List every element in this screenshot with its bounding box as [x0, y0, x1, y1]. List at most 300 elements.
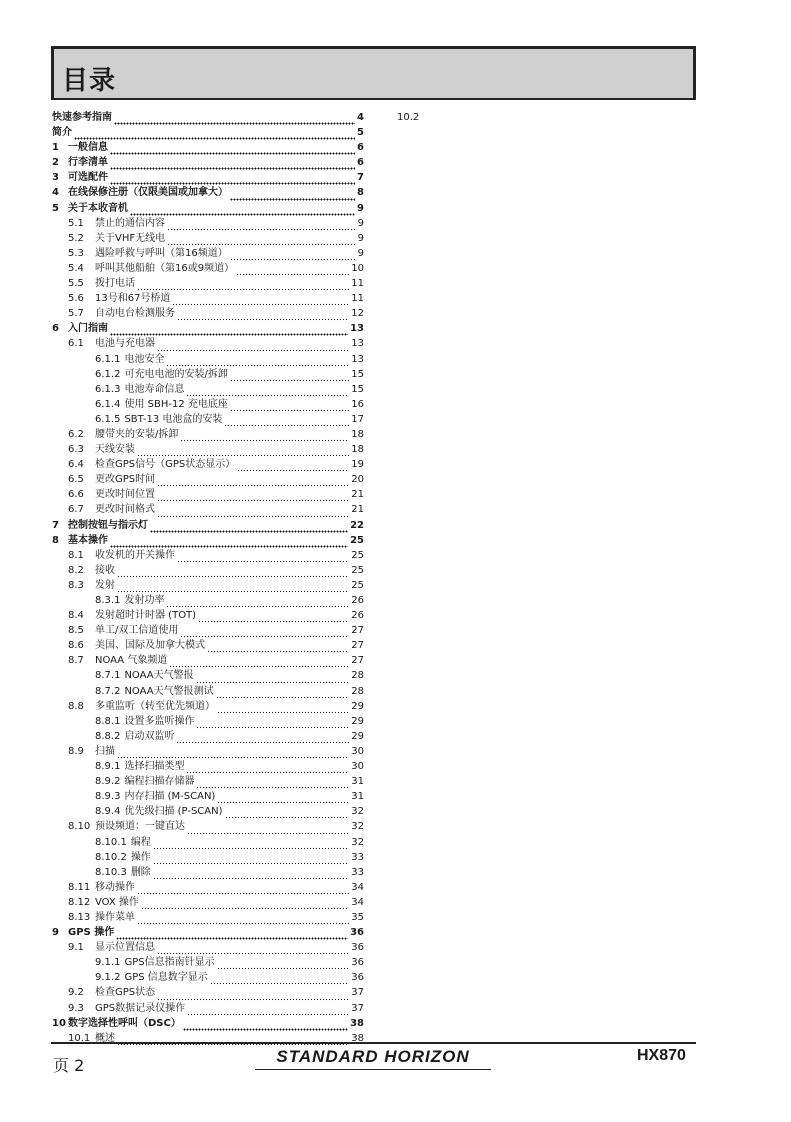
dot-leader — [230, 192, 355, 201]
toc-entry-number: 6.2 — [68, 428, 84, 440]
toc-entry-number: 6.6 — [68, 489, 84, 501]
toc-entry-page: 29 — [351, 715, 364, 727]
toc-entry[interactable] — [52, 170, 364, 185]
toc-entry-label: 可选配件 — [68, 172, 108, 184]
toc-entry-page: 33 — [351, 851, 364, 863]
toc-entry[interactable] — [52, 699, 364, 714]
toc-entry-label: 电池安全 — [124, 353, 165, 365]
toc-entry[interactable] — [52, 321, 364, 336]
toc-entry-label: 呼叫其他船舶（第16或9频道） — [95, 262, 235, 274]
toc-entry-number: 1 — [52, 142, 59, 154]
toc-entry-page: 37 — [351, 987, 364, 999]
toc-entry-page: 34 — [351, 881, 364, 893]
toc-entry-page: 21 — [351, 489, 364, 501]
dot-leader — [196, 780, 349, 789]
toc-entry-page: 6 — [357, 142, 364, 154]
toc-entry[interactable] — [52, 427, 364, 442]
toc-entry-number: 5.6 — [68, 293, 84, 305]
toc-entry[interactable] — [52, 487, 364, 502]
toc-entry-label: 预设频道：一键直达 — [95, 821, 185, 833]
toc-entry-page: 21 — [351, 504, 364, 516]
toc-entry-label: 拨打电话 — [95, 278, 135, 290]
toc-entry-number: 8.10.3 — [95, 866, 127, 878]
toc-entry-label: 收发机的开关操作 — [95, 549, 175, 561]
toc-entry-number: 8.13 — [68, 911, 91, 923]
toc-entry-label: GPS数据记录仪操作 — [95, 1002, 186, 1014]
toc-entry-label: 编程扫描存储器 — [124, 776, 195, 788]
toc-entry[interactable] — [52, 880, 364, 895]
toc-entry-page: 10 — [351, 262, 364, 274]
toc-entry-page: 34 — [351, 896, 364, 908]
toc-entry[interactable] — [52, 955, 364, 970]
toc-entry-page: 25 — [351, 579, 364, 591]
dot-leader — [153, 871, 349, 880]
toc-entry-label: 电池与充电器 — [95, 338, 155, 350]
toc-entry-number: 8.1 — [68, 549, 84, 561]
toc-entry-number: 8.7.1 — [95, 670, 121, 682]
footer-page-number: 页 2 — [53, 1056, 85, 1075]
table-of-contents — [52, 110, 364, 1046]
toc-entry-number: 8.7 — [68, 655, 84, 667]
toc-entry-number: 8.9.1 — [95, 761, 121, 773]
toc-entry-page: 11 — [351, 278, 364, 290]
toc-entry-label: 选择扫描类型 — [124, 761, 185, 773]
toc-entry-label: 自动电台检测服务 — [95, 308, 175, 320]
toc-entry-page: 33 — [351, 866, 364, 878]
toc-entry-label: 操作菜单 — [95, 911, 135, 923]
toc-entry-number: 8.9.3 — [95, 791, 121, 803]
toc-entry[interactable] — [52, 518, 364, 533]
toc-entry-label: 更改时间格式 — [95, 504, 155, 516]
dot-leader — [216, 690, 350, 699]
toc-entry[interactable] — [52, 140, 364, 155]
dot-leader — [217, 795, 349, 804]
dot-leader — [169, 659, 349, 668]
toc-entry-page: 25 — [351, 564, 364, 576]
dot-leader — [110, 146, 355, 155]
dot-leader — [217, 705, 349, 714]
toc-entry-number: 6.1.5 — [95, 413, 121, 425]
toc-entry-label: SBT-13 电池盒的安装 — [124, 413, 223, 425]
toc-entry-page: 9 — [357, 202, 364, 214]
toc-entry-number: 8.8.2 — [95, 730, 121, 742]
toc-entry-label: 使用 SBH-12 充电底座 — [124, 398, 228, 410]
toc-entry-label: 遇险呼救与呼叫（第16频道） — [95, 247, 228, 259]
toc-entry-number: 10 — [52, 1017, 66, 1029]
toc-entry[interactable] — [52, 261, 364, 276]
dot-leader — [236, 267, 349, 276]
toc-entry-page: 29 — [351, 730, 364, 742]
toc-entry-label: 发射 — [95, 579, 115, 591]
toc-entry[interactable] — [52, 367, 364, 382]
dot-leader — [137, 886, 349, 895]
toc-entry-number: 8.10 — [68, 821, 91, 833]
toc-entry-label: 编程 — [130, 836, 151, 848]
toc-entry-number: 8.10.2 — [95, 851, 127, 863]
toc-entry-label: 移动操作 — [95, 881, 135, 893]
toc-entry-label: 扫描 — [95, 745, 115, 757]
toc-entry[interactable] — [52, 397, 364, 412]
toc-entry-number: 10.1 — [68, 1032, 91, 1044]
footer-divider — [51, 1042, 696, 1044]
dot-leader — [117, 584, 349, 593]
dot-leader — [187, 1007, 349, 1016]
toc-entry-page: 25 — [351, 549, 364, 561]
toc-entry-number: 7 — [52, 519, 59, 531]
dot-leader — [198, 614, 349, 623]
toc-entry[interactable] — [52, 110, 364, 125]
toc-entry-label: 概述 — [95, 1032, 115, 1044]
toc-entry-number: 6.1.4 — [95, 398, 121, 410]
dot-leader — [186, 765, 349, 774]
dot-leader — [157, 343, 349, 352]
toc-entry-number: 6.7 — [68, 504, 84, 516]
dot-leader — [183, 1022, 348, 1031]
toc-entry-label: 一般信息 — [68, 142, 108, 154]
toc-entry-label: 更改GPS时间 — [95, 474, 156, 486]
toc-entry-page: 28 — [351, 685, 364, 697]
toc-entry[interactable] — [52, 442, 364, 457]
toc-entry[interactable] — [52, 985, 364, 1000]
dot-leader — [137, 448, 349, 457]
toc-entry[interactable] — [52, 533, 364, 548]
toc-entry-label: 行李清单 — [68, 157, 108, 169]
page-title: 目录 — [62, 66, 117, 96]
toc-entry-page: 25 — [350, 534, 364, 546]
dot-leader — [230, 373, 349, 382]
toc-entry-number: 6.1.1 — [95, 353, 121, 365]
toc-entry-number: 9.2 — [68, 987, 84, 999]
toc-entry[interactable] — [52, 216, 364, 231]
toc-entry-number: 9.1.2 — [95, 972, 121, 984]
toc-entry-label: 多重监听（转至优先频道） — [95, 700, 215, 712]
toc-entry-number: 8.8.1 — [95, 715, 121, 727]
toc-entry-label: 发射功率 — [124, 595, 165, 606]
toc-entry-number: 4 — [52, 187, 59, 199]
toc-entry-page: 11 — [351, 293, 364, 305]
toc-entry-page: 13 — [351, 338, 364, 350]
dot-leader — [110, 161, 355, 170]
toc-entry[interactable] — [52, 804, 364, 819]
toc-entry-label: GPS 信息数字显示 — [124, 972, 208, 984]
toc-entry-number: 6.1.3 — [95, 383, 121, 395]
toc-entry-number: 6.1.2 — [95, 368, 121, 380]
toc-entry-label: 关于VHF无线电 — [95, 232, 166, 244]
toc-entry-page: 15 — [351, 368, 364, 380]
toc-entry-number: 8.9.4 — [95, 806, 121, 818]
toc-entry-number: 9.1.1 — [95, 957, 121, 969]
toc-entry[interactable] — [52, 306, 364, 321]
toc-entry-page: 13 — [351, 353, 364, 365]
toc-entry-number: 8.12 — [68, 896, 91, 908]
toc-entry-label: 关于本收音机 — [68, 202, 128, 214]
toc-entry[interactable] — [52, 457, 364, 472]
toc-entry-label: 美国、国际及加拿大模式 — [95, 640, 205, 652]
toc-entry[interactable] — [52, 502, 364, 517]
toc-entry-label: 删除 — [130, 866, 151, 878]
toc-entry[interactable] — [52, 608, 364, 623]
toc-entry-number: 8.5 — [68, 625, 84, 637]
toc-entry[interactable] — [52, 729, 364, 744]
dot-leader — [210, 976, 350, 985]
toc-entry[interactable] — [52, 925, 364, 940]
dot-leader — [74, 131, 355, 140]
toc-entry-number: 8.6 — [68, 640, 84, 652]
toc-entry[interactable] — [52, 684, 364, 699]
toc-entry-number: 8.9.2 — [95, 776, 121, 788]
toc-entry-label: 设置多监听操作 — [124, 715, 195, 727]
dot-leader — [110, 539, 348, 548]
toc-entry-page: 9 — [357, 217, 364, 229]
toc-entry[interactable] — [52, 835, 364, 850]
brand-logo: STANDARD HORIZON — [255, 1047, 491, 1070]
toc-entry-number: 8.2 — [68, 564, 84, 576]
toc-entry[interactable] — [52, 910, 364, 925]
toc-entry[interactable] — [52, 940, 364, 955]
toc-entry-label: 控制按钮与指示灯 — [68, 519, 148, 531]
toc-entry[interactable] — [52, 865, 364, 880]
dot-leader — [117, 569, 349, 578]
dot-leader — [157, 478, 349, 487]
toc-entry[interactable] — [52, 125, 364, 140]
right-column-entry: 10.2 — [397, 112, 420, 123]
toc-entry-label: 天线安装 — [95, 444, 135, 456]
toc-entry-label: 单工/双工信道使用 — [95, 625, 179, 637]
toc-entry-label: 启动双监听 — [124, 730, 175, 742]
toc-entry[interactable] — [52, 819, 364, 834]
toc-entry-page: 27 — [351, 655, 364, 667]
toc-entry[interactable] — [52, 352, 364, 367]
toc-entry-label: 操作 — [130, 851, 151, 863]
toc-entry-number: 9 — [52, 927, 59, 939]
toc-entry-page: 36 — [351, 942, 364, 954]
dot-leader — [230, 403, 349, 412]
toc-entry-page: 30 — [351, 761, 364, 773]
toc-entry-label: 在线保修注册（仅限美国或加拿大） — [68, 187, 228, 199]
toc-entry-label: 13号和67号桥道 — [95, 293, 171, 305]
dot-leader — [196, 720, 349, 729]
dot-leader — [141, 901, 349, 910]
toc-entry-page: 37 — [351, 1002, 364, 1014]
toc-entry-label: VOX 操作 — [95, 896, 139, 908]
toc-entry-page: 17 — [351, 413, 364, 425]
toc-entry-label: 检查GPS信号（GPS状态显示） — [95, 459, 236, 471]
dot-leader — [187, 826, 349, 835]
toc-entry-page: 32 — [351, 806, 364, 818]
toc-entry-label: 腰带夹的安装/拆卸 — [95, 428, 179, 440]
dot-leader — [207, 644, 349, 653]
toc-entry-page: 27 — [351, 625, 364, 637]
toc-entry-page: 31 — [351, 791, 364, 803]
toc-entry-number: 8.11 — [68, 881, 91, 893]
dot-leader — [172, 297, 349, 306]
toc-entry[interactable] — [52, 850, 364, 865]
toc-entry-label: 优先级扫描 (P-SCAN) — [124, 806, 223, 818]
dot-leader — [230, 252, 356, 261]
toc-entry[interactable] — [52, 185, 364, 200]
toc-entry-number: 5.1 — [68, 217, 84, 229]
dot-leader — [114, 116, 355, 125]
toc-entry-page: 15 — [351, 383, 364, 395]
toc-entry[interactable] — [52, 895, 364, 910]
dot-leader — [150, 524, 348, 533]
toc-entry-page: 18 — [351, 428, 364, 440]
toc-entry-number: 8.3 — [68, 579, 84, 591]
toc-entry[interactable] — [52, 578, 364, 593]
toc-entry[interactable] — [52, 970, 364, 985]
toc-entry-label: GPS 操作 — [68, 927, 115, 939]
toc-entry[interactable] — [52, 563, 364, 578]
toc-entry[interactable] — [52, 1016, 364, 1031]
toc-entry[interactable] — [52, 412, 364, 427]
toc-entry-number: 8.7.2 — [95, 685, 121, 697]
toc-entry-number: 8.10.1 — [95, 836, 127, 848]
toc-entry-page: 38 — [350, 1017, 364, 1029]
dot-leader — [157, 509, 349, 518]
toc-entry-page: 9 — [357, 232, 364, 244]
toc-entry-number: 6.4 — [68, 459, 84, 471]
toc-entry[interactable] — [52, 714, 364, 729]
toc-entry-number: 9.1 — [68, 942, 84, 954]
toc-entry-page: 18 — [351, 444, 364, 456]
dot-leader — [130, 207, 355, 216]
toc-entry[interactable] — [52, 231, 364, 246]
toc-entry[interactable] — [52, 668, 364, 683]
toc-entry-page: 5 — [357, 127, 364, 139]
toc-entry-label: 基本操作 — [68, 534, 108, 546]
dot-leader — [224, 418, 349, 427]
dot-leader — [116, 931, 348, 940]
toc-entry[interactable] — [52, 744, 364, 759]
toc-entry[interactable] — [52, 593, 364, 608]
dot-leader — [177, 554, 349, 563]
model-name: HX870 — [637, 1047, 686, 1064]
toc-entry-page: 32 — [351, 821, 364, 833]
dot-leader — [177, 312, 349, 321]
toc-entry[interactable] — [52, 759, 364, 774]
toc-entry-page: 28 — [351, 670, 364, 682]
toc-entry-label: 电池寿命信息 — [124, 383, 185, 395]
toc-entry[interactable] — [52, 623, 364, 638]
dot-leader — [180, 433, 349, 442]
toc-entry-label: 内存扫描 (M-SCAN) — [124, 791, 216, 803]
toc-entry[interactable] — [52, 472, 364, 487]
toc-entry[interactable] — [52, 638, 364, 653]
dot-leader — [166, 358, 349, 367]
toc-entry[interactable] — [52, 336, 364, 351]
dot-leader — [196, 675, 350, 684]
toc-entry-page: 30 — [351, 745, 364, 757]
dot-leader — [157, 946, 349, 955]
toc-entry-page: 12 — [351, 308, 364, 320]
toc-entry-number: 5.3 — [68, 247, 84, 259]
toc-entry-label: 发射超时计时器 (TOT) — [95, 610, 197, 622]
toc-entry-label: 可充电电池的安装/拆卸 — [124, 368, 228, 380]
dot-leader — [167, 222, 356, 231]
dot-leader — [153, 856, 349, 865]
toc-entry-page: 19 — [351, 459, 364, 471]
dot-leader — [157, 992, 349, 1001]
toc-entry-page: 29 — [351, 700, 364, 712]
toc-entry-page: 6 — [357, 157, 364, 169]
title-banner — [51, 46, 696, 100]
toc-entry-label: NOAA 气象频道 — [95, 655, 168, 667]
toc-entry-page: 22 — [350, 519, 364, 531]
dot-leader — [217, 961, 350, 970]
toc-entry[interactable] — [52, 1001, 364, 1016]
toc-entry[interactable] — [52, 382, 364, 397]
dot-leader — [117, 750, 349, 759]
toc-entry-number: 9.3 — [68, 1002, 84, 1014]
dot-leader — [237, 463, 349, 472]
toc-entry-number: 8.3.1 — [95, 595, 121, 606]
toc-entry-label: 禁止的通信内容 — [95, 217, 165, 229]
toc-entry-page: 20 — [351, 474, 364, 486]
dot-leader — [180, 629, 349, 638]
dot-leader — [166, 599, 349, 608]
toc-entry-label: 检查GPS状态 — [95, 987, 156, 999]
toc-entry[interactable] — [52, 653, 364, 668]
toc-entry-page: 8 — [357, 187, 364, 199]
toc-entry[interactable] — [52, 246, 364, 261]
toc-entry[interactable] — [52, 201, 364, 216]
toc-entry-number: 8.4 — [68, 610, 84, 622]
toc-entry-number: 6.5 — [68, 474, 84, 486]
toc-entry-number: 8.9 — [68, 745, 84, 757]
toc-entry[interactable] — [52, 276, 364, 291]
toc-entry-number: 6.1 — [68, 338, 84, 350]
toc-entry-page: 9 — [357, 247, 364, 259]
toc-entry-number: 5 — [52, 202, 59, 214]
toc-entry-page: 26 — [351, 610, 364, 622]
toc-entry-page: 36 — [350, 927, 364, 939]
toc-entry-label: 更改时间位置 — [95, 489, 155, 501]
dot-leader — [225, 810, 350, 819]
toc-entry-label: 简介 — [52, 127, 72, 139]
toc-entry-number: 6.3 — [68, 444, 84, 456]
toc-entry-label: 接收 — [95, 564, 115, 576]
toc-entry-number: 2 — [52, 157, 59, 169]
dot-leader — [137, 916, 349, 925]
toc-entry[interactable] — [52, 789, 364, 804]
toc-entry-label: 快速参考指南 — [52, 112, 112, 123]
toc-entry[interactable] — [52, 774, 364, 789]
toc-entry[interactable] — [52, 548, 364, 563]
toc-entry-number: 8 — [52, 534, 59, 546]
toc-entry-label: 显示位置信息 — [95, 942, 155, 954]
dot-leader — [186, 388, 349, 397]
toc-entry[interactable] — [52, 155, 364, 170]
toc-entry-page: 36 — [351, 957, 364, 969]
toc-entry-page: 16 — [351, 398, 364, 410]
toc-entry-label: 入门指南 — [68, 323, 108, 335]
toc-entry-page: 35 — [351, 911, 364, 923]
toc-entry[interactable] — [52, 291, 364, 306]
toc-entry-page: 27 — [351, 640, 364, 652]
toc-entry-page: 38 — [351, 1032, 364, 1044]
toc-entry-number: 6 — [52, 323, 59, 335]
dot-leader — [167, 237, 356, 246]
toc-entry-number: 5.5 — [68, 278, 84, 290]
toc-entry-page: 26 — [351, 595, 364, 606]
toc-entry-label: NOAA天气警报 — [124, 670, 194, 682]
dot-leader — [110, 176, 355, 185]
toc-entry-number: 8.8 — [68, 700, 84, 712]
toc-entry-page: 7 — [357, 172, 364, 184]
dot-leader — [176, 735, 349, 744]
toc-entry-page: 13 — [350, 323, 364, 335]
toc-entry-label: NOAA天气警报测试 — [124, 685, 214, 697]
